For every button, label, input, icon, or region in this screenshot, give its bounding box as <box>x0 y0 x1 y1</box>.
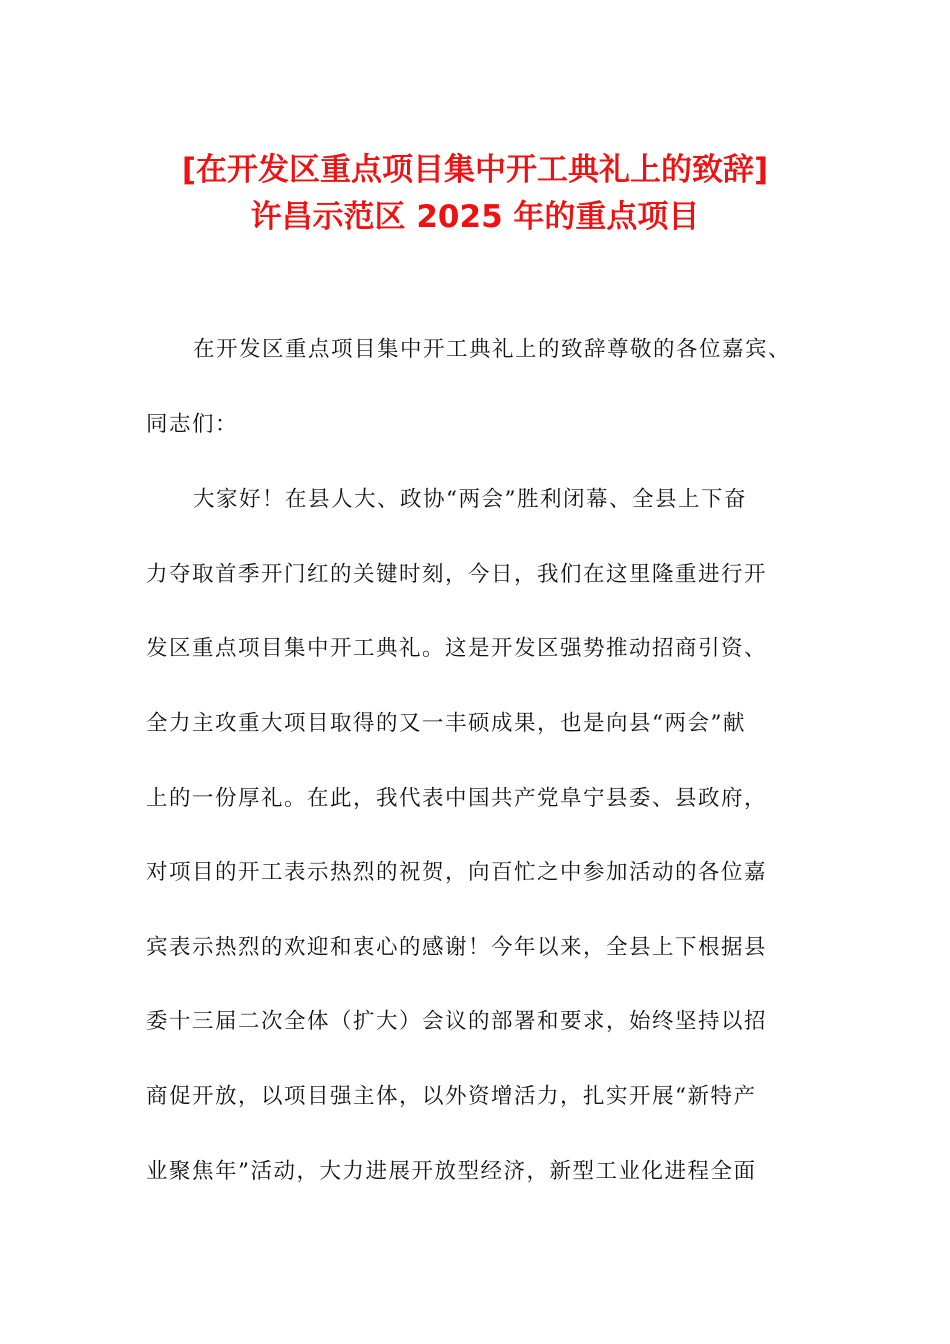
paragraph-line: 全力主攻重大项目取得的又一丰硕成果，也是向县“两会”献 <box>146 711 746 736</box>
paragraph-line: 力夺取首季开门红的关键时刻，今日，我们在这里隆重进行开 <box>146 562 768 587</box>
paragraph-line: 宾表示热烈的欢迎和衷心的感谢！今年以来，全县上下根据县 <box>146 935 768 960</box>
document-title-line-2: 许昌示范区 2025 年的重点项目 <box>250 199 700 235</box>
paragraph-line: 业聚焦年”活动，大力进展开放型经济，新型工业化进程全面 <box>146 1159 757 1184</box>
paragraph-line: 对项目的开工表示热烈的祝贺，向百忙之中参加活动的各位嘉 <box>146 860 768 885</box>
paragraph-line: 同志们： <box>146 412 239 437</box>
paragraph-line: 在开发区重点项目集中开工典礼上的致辞尊敬的各位嘉宾、 <box>193 337 792 362</box>
paragraph-line: 大家好！在县人大、政协“两会”胜利闭幕、全县上下奋 <box>193 487 747 512</box>
paragraph-line: 上的一份厚礼。在此，我代表中国共产党阜宁县委、县政府， <box>146 786 768 811</box>
document-title-line-1: [在开发区重点项目集中开工典礼上的致辞] <box>181 152 769 188</box>
paragraph-line: 发区重点项目集中开工典礼。这是开发区强势推动招商引资、 <box>146 636 768 661</box>
paragraph-line: 商促开放，以项目强主体，以外资增活力，扎实开展“新特产 <box>146 1084 757 1109</box>
paragraph-line: 委十三届二次全体（扩大）会议的部署和要求，始终坚持以招 <box>146 1009 768 1034</box>
